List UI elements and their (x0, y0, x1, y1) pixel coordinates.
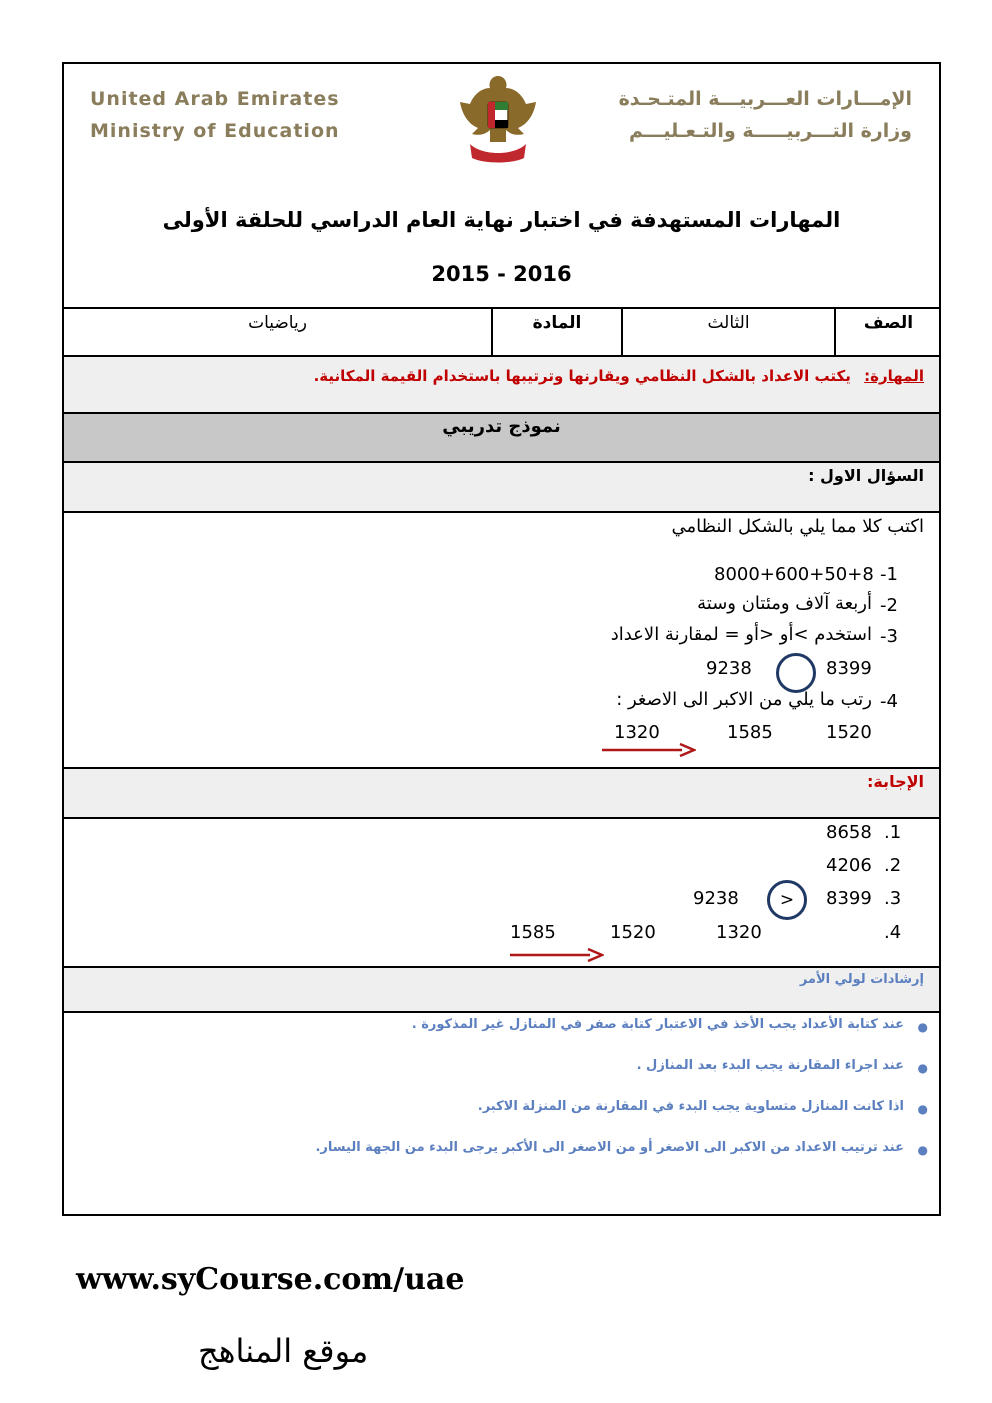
item-number: -2 (880, 595, 898, 616)
guidance-item: عند اجراء المقارنة يجب البدء بعد المنازل . (636, 1058, 904, 1073)
item-text: أربعة آلاف ومئتان وستة (697, 593, 872, 614)
compare-blank-circle (776, 653, 816, 693)
divider (62, 511, 941, 513)
answer-value: 4206 (826, 855, 872, 876)
page-title: المهارات المستهدفة في اختبار نهاية العام الدراسي للحلقة الأولى (162, 208, 841, 232)
subject-label: المادة (532, 313, 582, 333)
answer-number: .1 (884, 822, 902, 843)
bullet-icon: ● (917, 1102, 928, 1116)
question-intro: اكتب كلا مما يلي بالشكل النظامي (671, 516, 924, 537)
answer-value: 9238 (693, 888, 739, 909)
item-expression: 8000+600+50+8 (714, 564, 874, 585)
answer-number: .2 (884, 855, 902, 876)
order-number: 1520 (826, 722, 872, 743)
guidance-heading: إرشادات لولي الأمر (799, 972, 924, 987)
item-text: رتب ما يلي من الاكبر الى الاصغر : (616, 689, 872, 710)
compare-left-number: 9238 (706, 658, 752, 679)
item-number: -4 (880, 691, 898, 712)
item-text: استخدم >أو <أو = لمقارنة الاعداد (610, 624, 872, 645)
answer-heading: الإجابة: (866, 772, 924, 791)
compare-right-number: 8399 (826, 658, 872, 679)
answer-order-value: 1320 (716, 922, 762, 943)
model-title: نموذج تدريبي (442, 416, 561, 437)
bullet-icon: ● (917, 1143, 928, 1157)
header-en-line2: Ministry of Education (90, 120, 340, 142)
order-number: 1585 (727, 722, 773, 743)
footer-site-name: موقع المناهج (198, 1332, 369, 1370)
answer-value: 8658 (826, 822, 872, 843)
header-ar-line1: الإمـــارات العـــربيـــة المتـحـدة (618, 88, 912, 110)
divider (62, 1011, 941, 1013)
answer-number: .3 (884, 888, 902, 909)
arrow-right-icon (508, 947, 604, 967)
footer-url[interactable]: www.syCourse.com/uae (76, 1262, 465, 1297)
guidance-item: عند ترتيب الاعداد من الاكبر الى الاصغر أو من الاصغر الى الأكبر يرجى البدء من الجهة اليسار. (315, 1140, 904, 1155)
header-ar-line2: وزارة التـــربيـــــة والتـعـليـــم (628, 120, 912, 142)
bullet-icon: ● (917, 1020, 928, 1034)
guidance-item: عند كتابة الأعداد يجب الأخذ في الاعتبار كتابة صفر في المنازل غير المذكورة . (411, 1017, 904, 1032)
guidance-item: اذا كانت المنازل متساوية يجب البدء في المقارنة من المنزلة الاكبر. (477, 1099, 904, 1114)
answer-number: .4 (884, 922, 902, 943)
bullet-icon: ● (917, 1061, 928, 1075)
answer-heading-band (64, 769, 939, 817)
divider (62, 817, 941, 819)
divider (62, 307, 941, 309)
answer-order-value: 1585 (510, 922, 556, 943)
uae-emblem-icon (452, 72, 544, 168)
item-number: -1 (880, 564, 898, 585)
grade-label: الصف (863, 313, 914, 333)
header-en-line1: United Arab Emirates (90, 88, 340, 110)
arrow-right-icon (600, 742, 696, 762)
comparison-symbol: > (767, 880, 807, 920)
skill-text: يكتب الاعداد بالشكل النظامي ويقارنها وترتيبها باستخدام القيمة المكانية. (313, 367, 851, 385)
grade-value: الثالث (707, 313, 750, 333)
subject-value: رياضيات (248, 313, 307, 333)
academic-year: 2015 - 2016 (431, 262, 572, 286)
answer-order-value: 1520 (610, 922, 656, 943)
answer-value: 8399 (826, 888, 872, 909)
question-heading: السؤال الاول : (808, 466, 924, 485)
skill-label: المهارة: (864, 367, 924, 385)
skill-row (314, 367, 924, 385)
order-number: 1320 (614, 722, 660, 743)
item-number: -3 (880, 626, 898, 647)
